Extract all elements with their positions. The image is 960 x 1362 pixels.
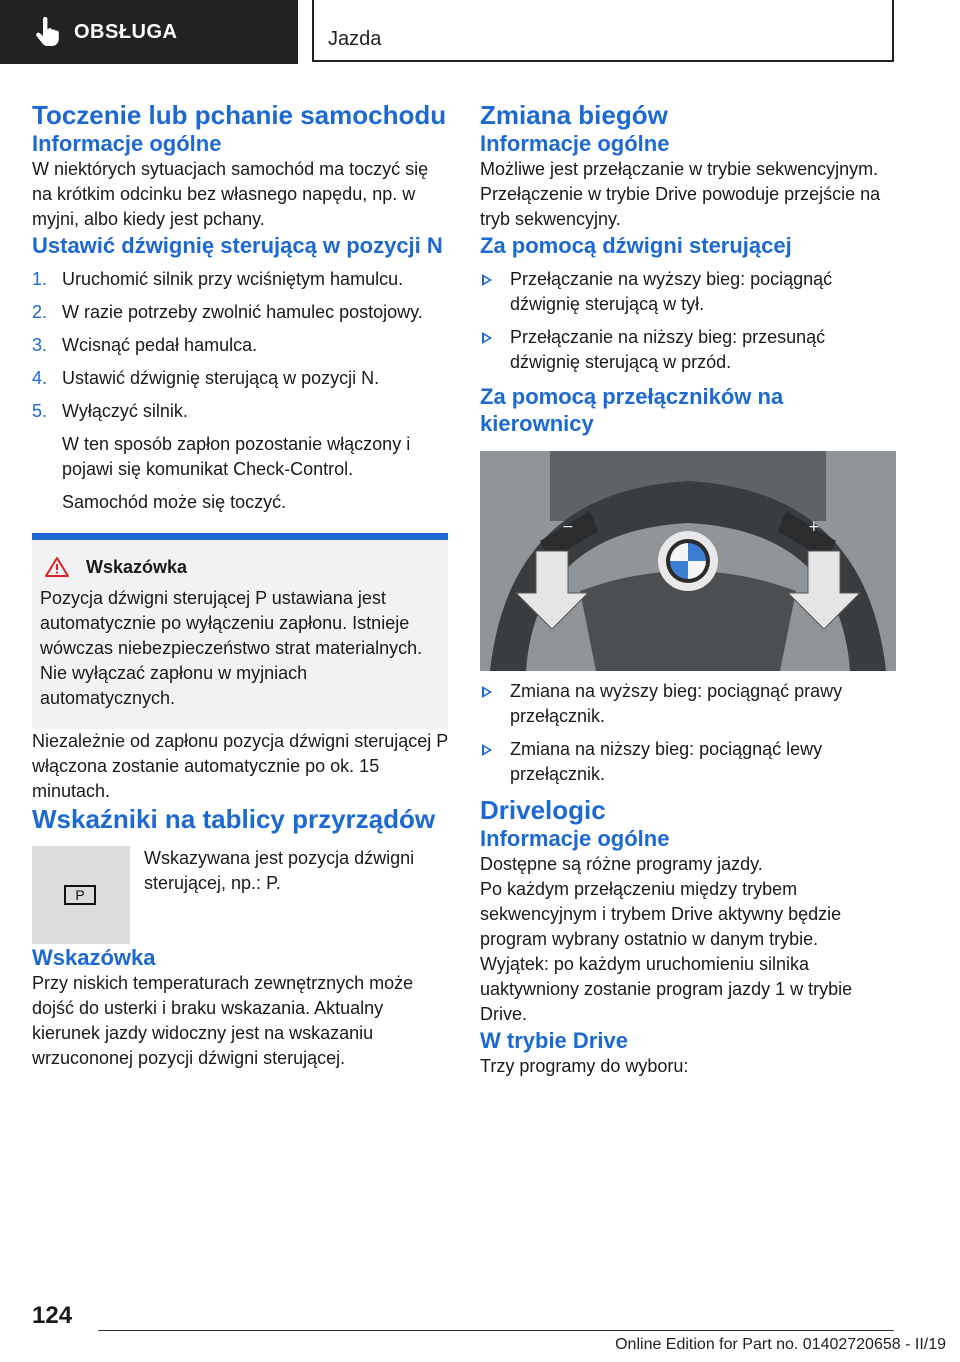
- gear-p-symbol: P: [64, 885, 96, 905]
- paddle-list: [480, 679, 896, 787]
- chapter-tab: [312, 0, 894, 62]
- list-item: Przełączanie na wyższy bieg: pociągnąć dźwignię sterującą w tył.: [480, 267, 896, 317]
- list-item: 2. W razie potrzeby zwolnić hamulec postojowy.: [32, 302, 423, 322]
- page-number: 124: [32, 1302, 73, 1329]
- lever-heading: Za pomocą dźwigni sterującej: [480, 233, 792, 258]
- indicator-heading: Wskaźniki na tablicy przyrządów: [32, 804, 436, 834]
- chapter-label: Jazda: [328, 28, 382, 50]
- gear-indicator-image: [32, 846, 130, 944]
- drive-text: Trzy programy do wyboru:: [480, 1056, 689, 1076]
- step-5-result: Samochód może się toczyć.: [62, 492, 287, 512]
- steering-wheel-photo: [480, 451, 896, 671]
- list-item: Przełączanie na niższy bieg: przesunąć dźwignię sterującą w przód.: [480, 325, 896, 375]
- dl-text-2: Po każdym przełączeniu między trybem sekwencyjnym i trybem Drive aktywny będzie program wybrany ostatnio w danym trybie.: [480, 879, 842, 949]
- drive-heading: W trybie Drive: [480, 1028, 628, 1053]
- dl-general-heading: Informacje ogólne: [480, 826, 670, 851]
- hint-text: Przy niskich temperaturach zewnętrznych może dojść do usterki i braku wskazania. Aktualny kierunek jazdy widoczny jest na wskazaniu wrzucononej pozycji dźwigni sterującej.: [32, 973, 414, 1068]
- general-text-1: Możliwe jest przełączanie w trybie sekwencyjnym.: [480, 159, 879, 179]
- step-5-detail: W ten sposób zapłon pozostanie włączony i pojawi się komunikat Check-Control.: [62, 434, 411, 479]
- dl-text-3: Wyjątek: po każdym uruchomieniu silnika uaktywniony zostanie program jazdy 1 w trybie Drive.: [480, 954, 853, 1024]
- note-title: Wskazówka: [86, 556, 188, 577]
- steps-list: [32, 267, 448, 424]
- triangle-bullet-icon: [482, 686, 492, 698]
- list-item: 5. Wyłączyć silnik.: [32, 401, 188, 421]
- general-heading: Informacje ogólne: [480, 131, 670, 156]
- list-item: Zmiana na niższy bieg: pociągnąć lewy przełącznik.: [480, 737, 896, 787]
- triangle-bullet-icon: [482, 744, 492, 756]
- section-label: OBSŁUGA: [74, 20, 178, 43]
- drivelogic-heading: Drivelogic: [480, 795, 606, 825]
- hint-heading: Wskazówka: [32, 945, 156, 970]
- independent-text: Niezależnie od zapłonu pozycja dźwigni sterującej P włączona zostanie automatycznie po ok. 15 minutach.: [32, 731, 448, 801]
- set-n-heading: Ustawić dźwignię sterującą w pozycji N: [32, 233, 443, 258]
- general-heading: Informacje ogólne: [32, 131, 222, 156]
- triangle-bullet-icon: [482, 274, 492, 286]
- dl-text-1: Dostępne są różne programy jazdy.: [480, 854, 763, 874]
- list-item: 4. Ustawić dźwignię sterującą w pozycji N.: [32, 368, 380, 388]
- note-text: Pozycja dźwigni sterującej P ustawiana jest automatycznie po wyłączeniu zapłonu. Istnieje wówczas niebezpieczeństwo strat materialnych. Nie wyłączać zapłonu w myjniach automatycznych.: [40, 588, 423, 708]
- list-item: 1. Uruchomić silnik przy wciśniętym hamulcu.: [32, 269, 404, 289]
- paddle-minus-label: −: [562, 519, 574, 535]
- paddles-heading: Za pomocą przełączników na kierownicy: [480, 384, 784, 436]
- indicator-text: Wskazywana jest pozycja dźwigni sterującej, np.: P.: [144, 848, 415, 893]
- edition-text: Online Edition for Part no. 01402720658 - II/19: [615, 1336, 946, 1353]
- warning-triangle-icon: [44, 556, 70, 578]
- footer-divider: [98, 1330, 894, 1331]
- triangle-bullet-icon: [482, 332, 492, 344]
- general-text: W niektórych sytuacjach samochód ma toczyć się na krótkim odcinku bez własnego napędu, np. w myjni, albo kiedy jest pchany.: [32, 159, 429, 229]
- left-column: [32, 100, 448, 1071]
- warning-note: [32, 533, 448, 729]
- right-column: [480, 100, 896, 1079]
- lever-list: [480, 267, 896, 375]
- paddle-plus-label: +: [808, 519, 820, 535]
- section-tab: [0, 0, 298, 64]
- rolling-title: Toczenie lub pchanie samochodu: [32, 100, 447, 130]
- list-item: 3. Wcisnąć pedał hamulca.: [32, 335, 258, 355]
- general-text-2: Przełączenie w trybie Drive powoduje przejście na tryb sekwencyjny.: [480, 184, 881, 229]
- steering-wheel-illustration: [480, 451, 896, 671]
- hand-pointer-icon: [34, 17, 60, 47]
- indicator-row: [32, 846, 448, 944]
- gear-change-title: Zmiana biegów: [480, 100, 668, 130]
- list-item: Zmiana na wyższy bieg: pociągnąć prawy przełącznik.: [480, 679, 896, 729]
